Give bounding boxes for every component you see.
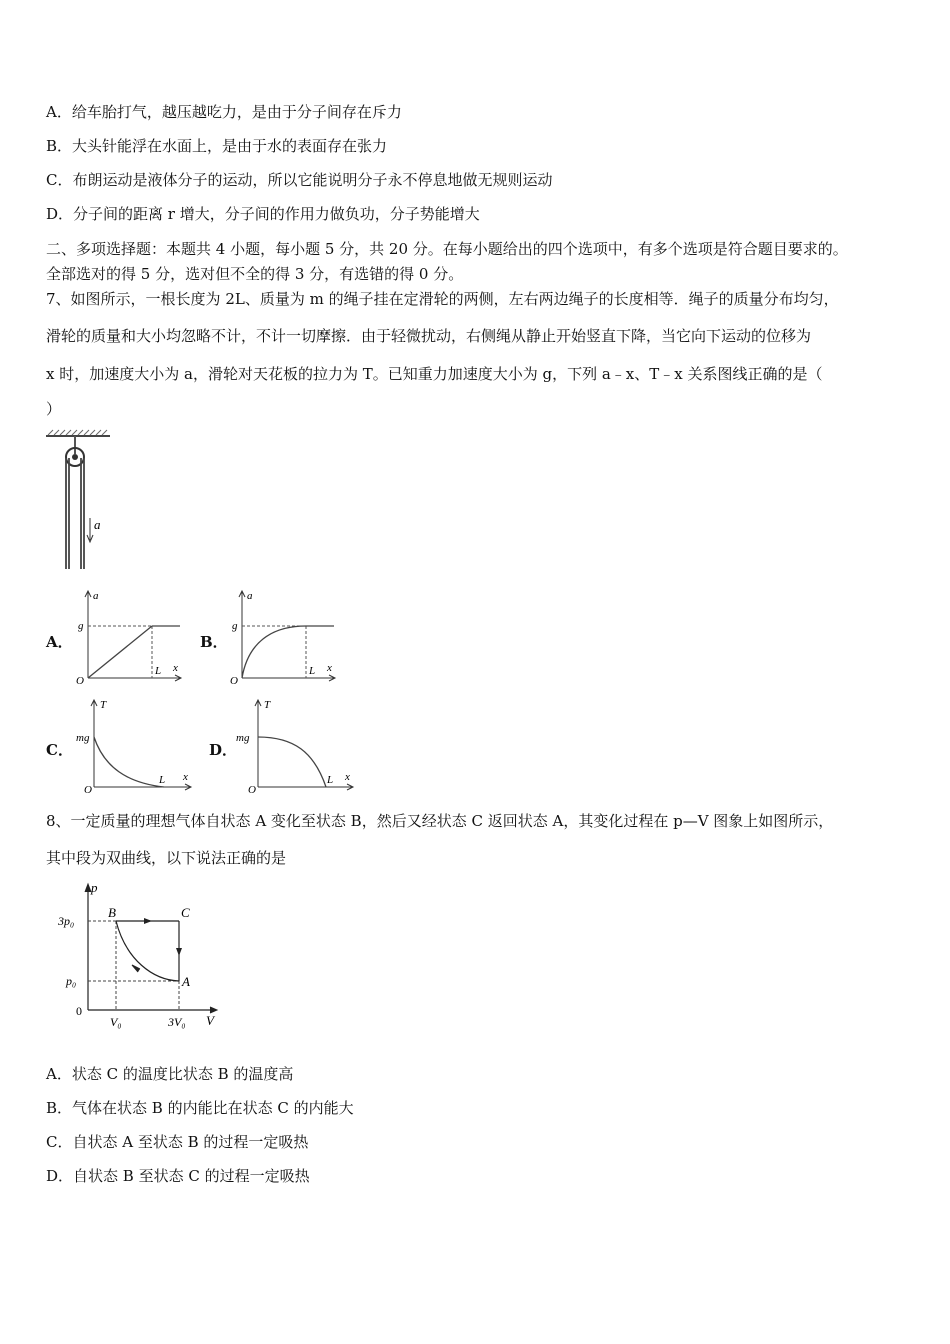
pv-origin-label: 0 [76,1004,82,1018]
pulley-figure [44,428,112,573]
q7-option-a-label: A． [46,633,73,651]
pv-point-c: C [181,905,190,920]
graph-a-x-label: x [173,662,178,674]
pv-point-b: B [108,905,116,920]
q6-option-a: A．给车胎打气，越压越吃力，是由于分子间存在斥力 [46,103,402,121]
graph-d-x-label: x [345,771,350,783]
graph-b-g-label: g [232,620,238,632]
graph-d-y-label: T [264,699,271,711]
section-header-line1: 二、多项选择题：本题共 4 小题，每小题 5 分，共 20 分。在每小题给出的四个选项中，有多个选项是符合题目要求的。 [46,240,848,258]
graph-b-origin: O [230,675,238,686]
q7-stem-line2: 滑轮的质量和大小均忽略不计，不计一切摩擦．由于轻微扰动，右侧绳从静止开始竖直下降，当它向下运动的位移为 [46,327,812,345]
graph-c-l-label: L [159,774,166,786]
q7-stem-line1: 7、如图所示，一根长度为 2L、质量为 m 的绳子挂在定滑轮的两侧，左右两边绳子的长度相等．绳子的质量分布均匀， [46,290,839,308]
graph-b-l-label: L [309,665,316,677]
graph-c-y-label: T [100,699,107,711]
pv-v-low-label: V₀ [110,1015,122,1029]
graph-d-l-label: L [327,774,334,786]
graph-d-origin: O [248,784,256,795]
pv-x-axis-label: V [206,1013,214,1028]
pv-diagram [58,880,223,1032]
graph-a-origin: O [76,675,84,686]
pulley-accel-label: a [94,517,101,532]
q8-option-c: C．自状态 A 至状态 B 的过程一定吸热 [46,1133,309,1151]
q6-option-b: B．大头针能浮在水面上，是由于水的表面存在张力 [46,137,388,155]
pv-p-high-label: 3p₀ [58,914,75,928]
q7-graph-d [234,697,358,795]
graph-a-g-label: g [78,620,84,632]
q7-stem-line3: x 时，加速度大小为 a，滑轮对天花板的拉力为 T。已知重力加速度大小为 g，下列 a﹣x、T﹣x 关系图线正确的是（ [46,365,823,383]
pv-v-high-label: 3V₀ [168,1015,186,1029]
graph-b-x-label: x [327,662,332,674]
q7-option-d-label: D． [209,741,238,759]
graph-c-origin: O [84,784,92,795]
q7-graph-b [226,588,338,686]
q6-option-d: D．分子间的距离 r 增大，分子间的作用力做负功，分子势能增大 [46,205,480,223]
graph-a-y-label: a [93,590,99,602]
graph-a-l-label: L [155,665,162,677]
pv-p-low-label: p₀ [66,974,77,988]
q8-option-d: D．自状态 B 至状态 C 的过程一定吸热 [46,1167,310,1185]
q7-stem-line4: ） [46,400,62,418]
q7-option-b-label: B． [200,633,228,651]
q8-option-b: B．气体在状态 B 的内能比在状态 C 的内能大 [46,1099,354,1117]
graph-c-x-label: x [183,771,188,783]
graph-b-y-label: a [247,590,253,602]
q7-graph-a [72,588,184,686]
graph-d-mg-label: mg [236,732,250,744]
q7-option-c-label: C． [46,741,73,759]
section-header-line2: 全部选对的得 5 分，选对但不全的得 3 分，有选错的得 0 分。 [46,265,464,283]
graph-c-mg-label: mg [76,732,90,744]
q8-option-a: A．状态 C 的温度比状态 B 的温度高 [46,1065,294,1083]
q7-graph-c [72,697,196,795]
q8-stem-line2: 其中段为双曲线，以下说法正确的是 [46,849,287,867]
q6-option-c: C．布朗运动是液体分子的运动，所以它能说明分子永不停息地做无规则运动 [46,171,553,189]
q8-stem-line1: 8、一定质量的理想气体自状态 A 变化至状态 B，然后又经状态 C 返回状态 A，其变化过程在 p—V 图象上如图所示， [46,812,834,830]
pv-y-axis-label: p [91,880,98,895]
pv-point-a: A [182,974,190,989]
